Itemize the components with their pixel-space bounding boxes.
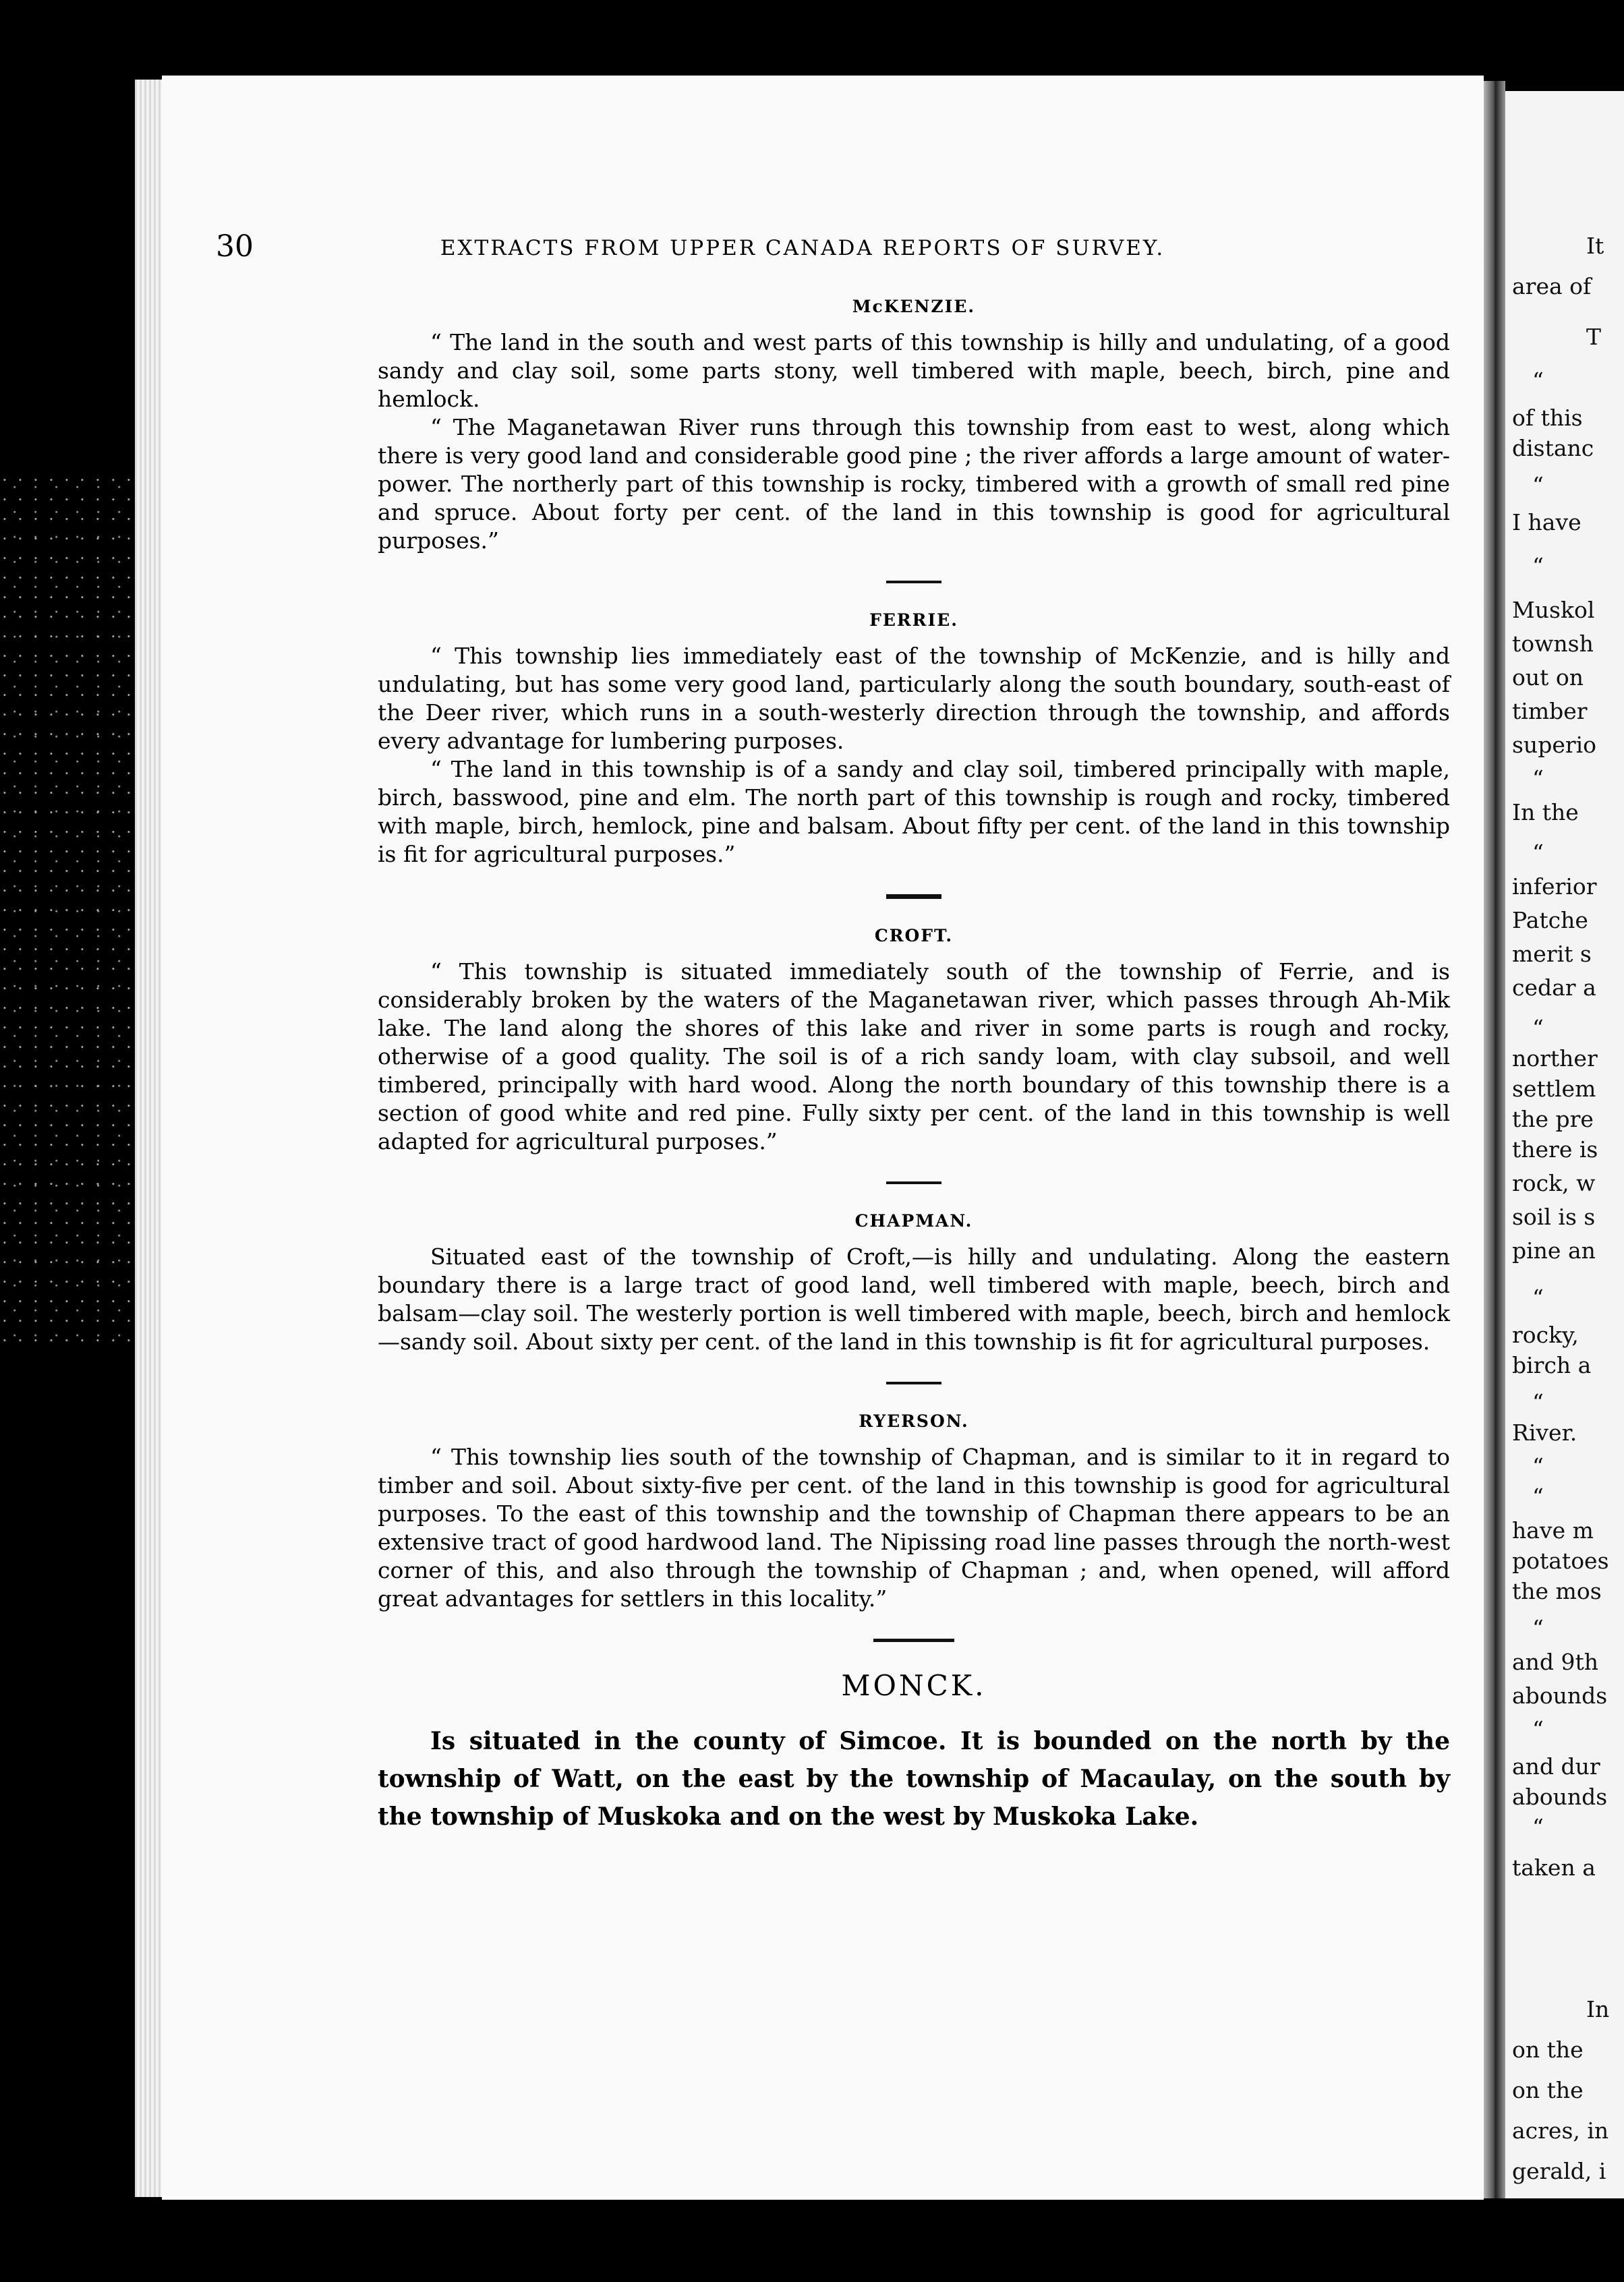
right-page-line: merit s <box>1512 941 1592 967</box>
paragraph: “ The land in the south and west parts of this township is hilly and undulating, of a good sandy and clay soil, some parts stony, well timbered with maple, beech, birch, pine and hemlock. <box>378 329 1450 412</box>
right-page-line: timber <box>1512 698 1588 724</box>
monck-title: MONCK. <box>841 1669 987 1702</box>
right-page-line: “ <box>1532 472 1544 498</box>
right-page-line: abounds <box>1512 1784 1608 1810</box>
section-divider <box>886 581 941 583</box>
right-page-line: “ <box>1532 1453 1544 1480</box>
right-page-line: on the <box>1512 2077 1584 2103</box>
right-page-line: birch a <box>1512 1352 1592 1378</box>
section-ryerson <box>378 1411 1450 1613</box>
section-divider <box>886 1382 941 1384</box>
right-page-line: “ <box>1532 1285 1544 1311</box>
right-page-line: townsh <box>1512 631 1594 657</box>
right-page-line: and dur <box>1512 1753 1600 1780</box>
paragraph: Situated east of the township of Croft,—is hilly and undulating. Along the eastern boundary there is a large tract of good land, well timbered with maple, beech, birch and balsam—clay soil. The westerly portion is well timbered with maple, beech, birch and hemlock—sandy soil. About sixty per cent. of the land in this township is fit for agricultural purposes. <box>378 1244 1450 1355</box>
right-page-line: “ <box>1532 765 1544 792</box>
right-page-line: the pre <box>1512 1106 1594 1132</box>
paragraph: “ This township is situated immediately south of the township of Ferrie, and is considerably broken by the waters of the Maganetawan river, which passes through Ah-Mik lake. The land along the shores of this lake and river in some parts is rough and rocky, otherwise of a good quality. The soil is of a rich sandy loam, with clay subsoil, and well timbered, principally with hard wood. Along the north boundary of this township there is a section of good white and red pine. Fully sixty per cent. of the land in this township is well adapted for agricultural purposes.” <box>378 958 1450 1154</box>
right-page-line: “ <box>1532 1389 1544 1415</box>
section-title: FERRIE. <box>869 610 958 630</box>
right-page-line: distanc <box>1512 435 1594 461</box>
right-page-line: acres, in <box>1512 2117 1609 2144</box>
paragraph: “ The Maganetawan River runs through this township from east to west, along which there is very good land and considerable good pine ; the river affords a large amount of water-power. The northerly part of this township is rocky, timbered with a growth of small red pine and spruce. About forty per cent. of the land in this township is good for agricultural purposes.” <box>378 414 1450 554</box>
section-croft <box>378 926 1450 1156</box>
running-title: EXTRACTS FROM UPPER CANADA REPORTS OF SURVEY. <box>440 236 1165 260</box>
section-title: CHAPMAN. <box>854 1211 973 1231</box>
right-page-line: I have <box>1512 509 1582 535</box>
paragraph: “ This township lies immediately east of the township of McKenzie, and is hilly and undulating, but has some very good land, particularly along the south boundary, south-east of the Deer river, which runs in a south-westerly direction through the township, and affords every advantage for lumbering purposes. <box>378 643 1450 754</box>
right-page-line: abounds <box>1512 1683 1608 1709</box>
right-page-line: the mos <box>1512 1578 1602 1604</box>
right-page-line: “ <box>1532 1015 1544 1041</box>
paragraph: Is situated in the county of Simcoe. It is bounded on the north by the township of Watt, on the east by the township of Macaulay, on the south by the township of Muskoka and on the west by Muskoka Lake. <box>378 1727 1450 1831</box>
right-page-line: “ <box>1532 553 1544 579</box>
right-page-line: T <box>1586 324 1602 350</box>
right-page-fragment <box>1505 91 1624 2198</box>
right-page-line: River. <box>1512 1420 1577 1446</box>
section-ferrie <box>378 610 1450 869</box>
paragraph: “ The land in this township is of a sandy and clay soil, timbered principally with maple, birch, basswood, pine and elm. The north part of this township is rough and rocky, timbered with maple, birch, hemlock, pine and balsam. About fifty per cent. of the land in this township is fit for agricultural purposes.” <box>378 756 1450 867</box>
section-title: CROFT. <box>874 926 954 945</box>
right-page-line: inferior <box>1512 873 1597 900</box>
section-title: McKENZIE. <box>852 297 976 316</box>
right-page-line: have m <box>1512 1517 1594 1544</box>
right-page-line: area of <box>1512 273 1592 299</box>
right-page-line: and 9th <box>1512 1649 1599 1675</box>
section-divider <box>886 894 941 899</box>
section-title: RYERSON. <box>859 1411 969 1431</box>
right-page-line: gerald, i <box>1512 2158 1606 2184</box>
right-page-line: pine an <box>1512 1237 1596 1264</box>
right-page-line: of this <box>1512 405 1583 431</box>
right-page-line: “ <box>1532 1814 1544 1840</box>
right-page-line: superio <box>1512 732 1597 758</box>
right-page-line: “ <box>1532 1716 1544 1743</box>
right-page-line: there is <box>1512 1136 1598 1163</box>
right-page-line: soil is s <box>1512 1204 1596 1230</box>
right-page-line: norther <box>1512 1045 1598 1072</box>
book-gutter <box>1484 81 1505 2198</box>
right-page-line: Patche <box>1512 907 1588 933</box>
right-page-line: It <box>1586 233 1604 259</box>
right-page-line: potatoes <box>1512 1548 1609 1574</box>
page-content <box>378 297 1450 1836</box>
right-page-line: “ <box>1532 1484 1544 1510</box>
scan-background-noise <box>0 472 132 1349</box>
right-page-line: on the <box>1512 2037 1584 2063</box>
section-chapman <box>378 1211 1450 1356</box>
right-page-line: “ <box>1532 1615 1544 1641</box>
right-page-line: “ <box>1532 840 1544 866</box>
right-page-line: cedar a <box>1512 974 1596 1001</box>
right-page-line: Muskol <box>1512 597 1595 623</box>
page-number: 30 <box>216 229 254 264</box>
right-page-line: settlem <box>1512 1076 1596 1102</box>
paragraph: “ This township lies south of the township of Chapman, and is similar to it in regard to timber and soil. About sixty-five per cent. of the land in this township is good for agricultural purposes. To the east of this township and the township of Chapman there appears to be an extensive tract of good hardwood land. The Nipissing road line passes through the north-west corner of this, and also through the township of Chapman ; and, when opened, will afford great advantages for settlers in this locality.” <box>378 1444 1450 1612</box>
right-page-line: taken a <box>1512 1854 1596 1881</box>
section-divider <box>873 1639 954 1642</box>
right-page-line: In the <box>1512 799 1579 825</box>
right-page-line: In <box>1586 1996 1610 2022</box>
section-mckenzie <box>378 297 1450 555</box>
right-page-line: “ <box>1532 368 1544 394</box>
section-monck <box>378 1669 1450 1836</box>
right-page-line: out on <box>1512 664 1584 691</box>
section-divider <box>886 1181 941 1184</box>
page-header <box>216 229 1315 270</box>
right-page-line: rocky, <box>1512 1322 1579 1348</box>
right-page-line: rock, w <box>1512 1170 1596 1196</box>
